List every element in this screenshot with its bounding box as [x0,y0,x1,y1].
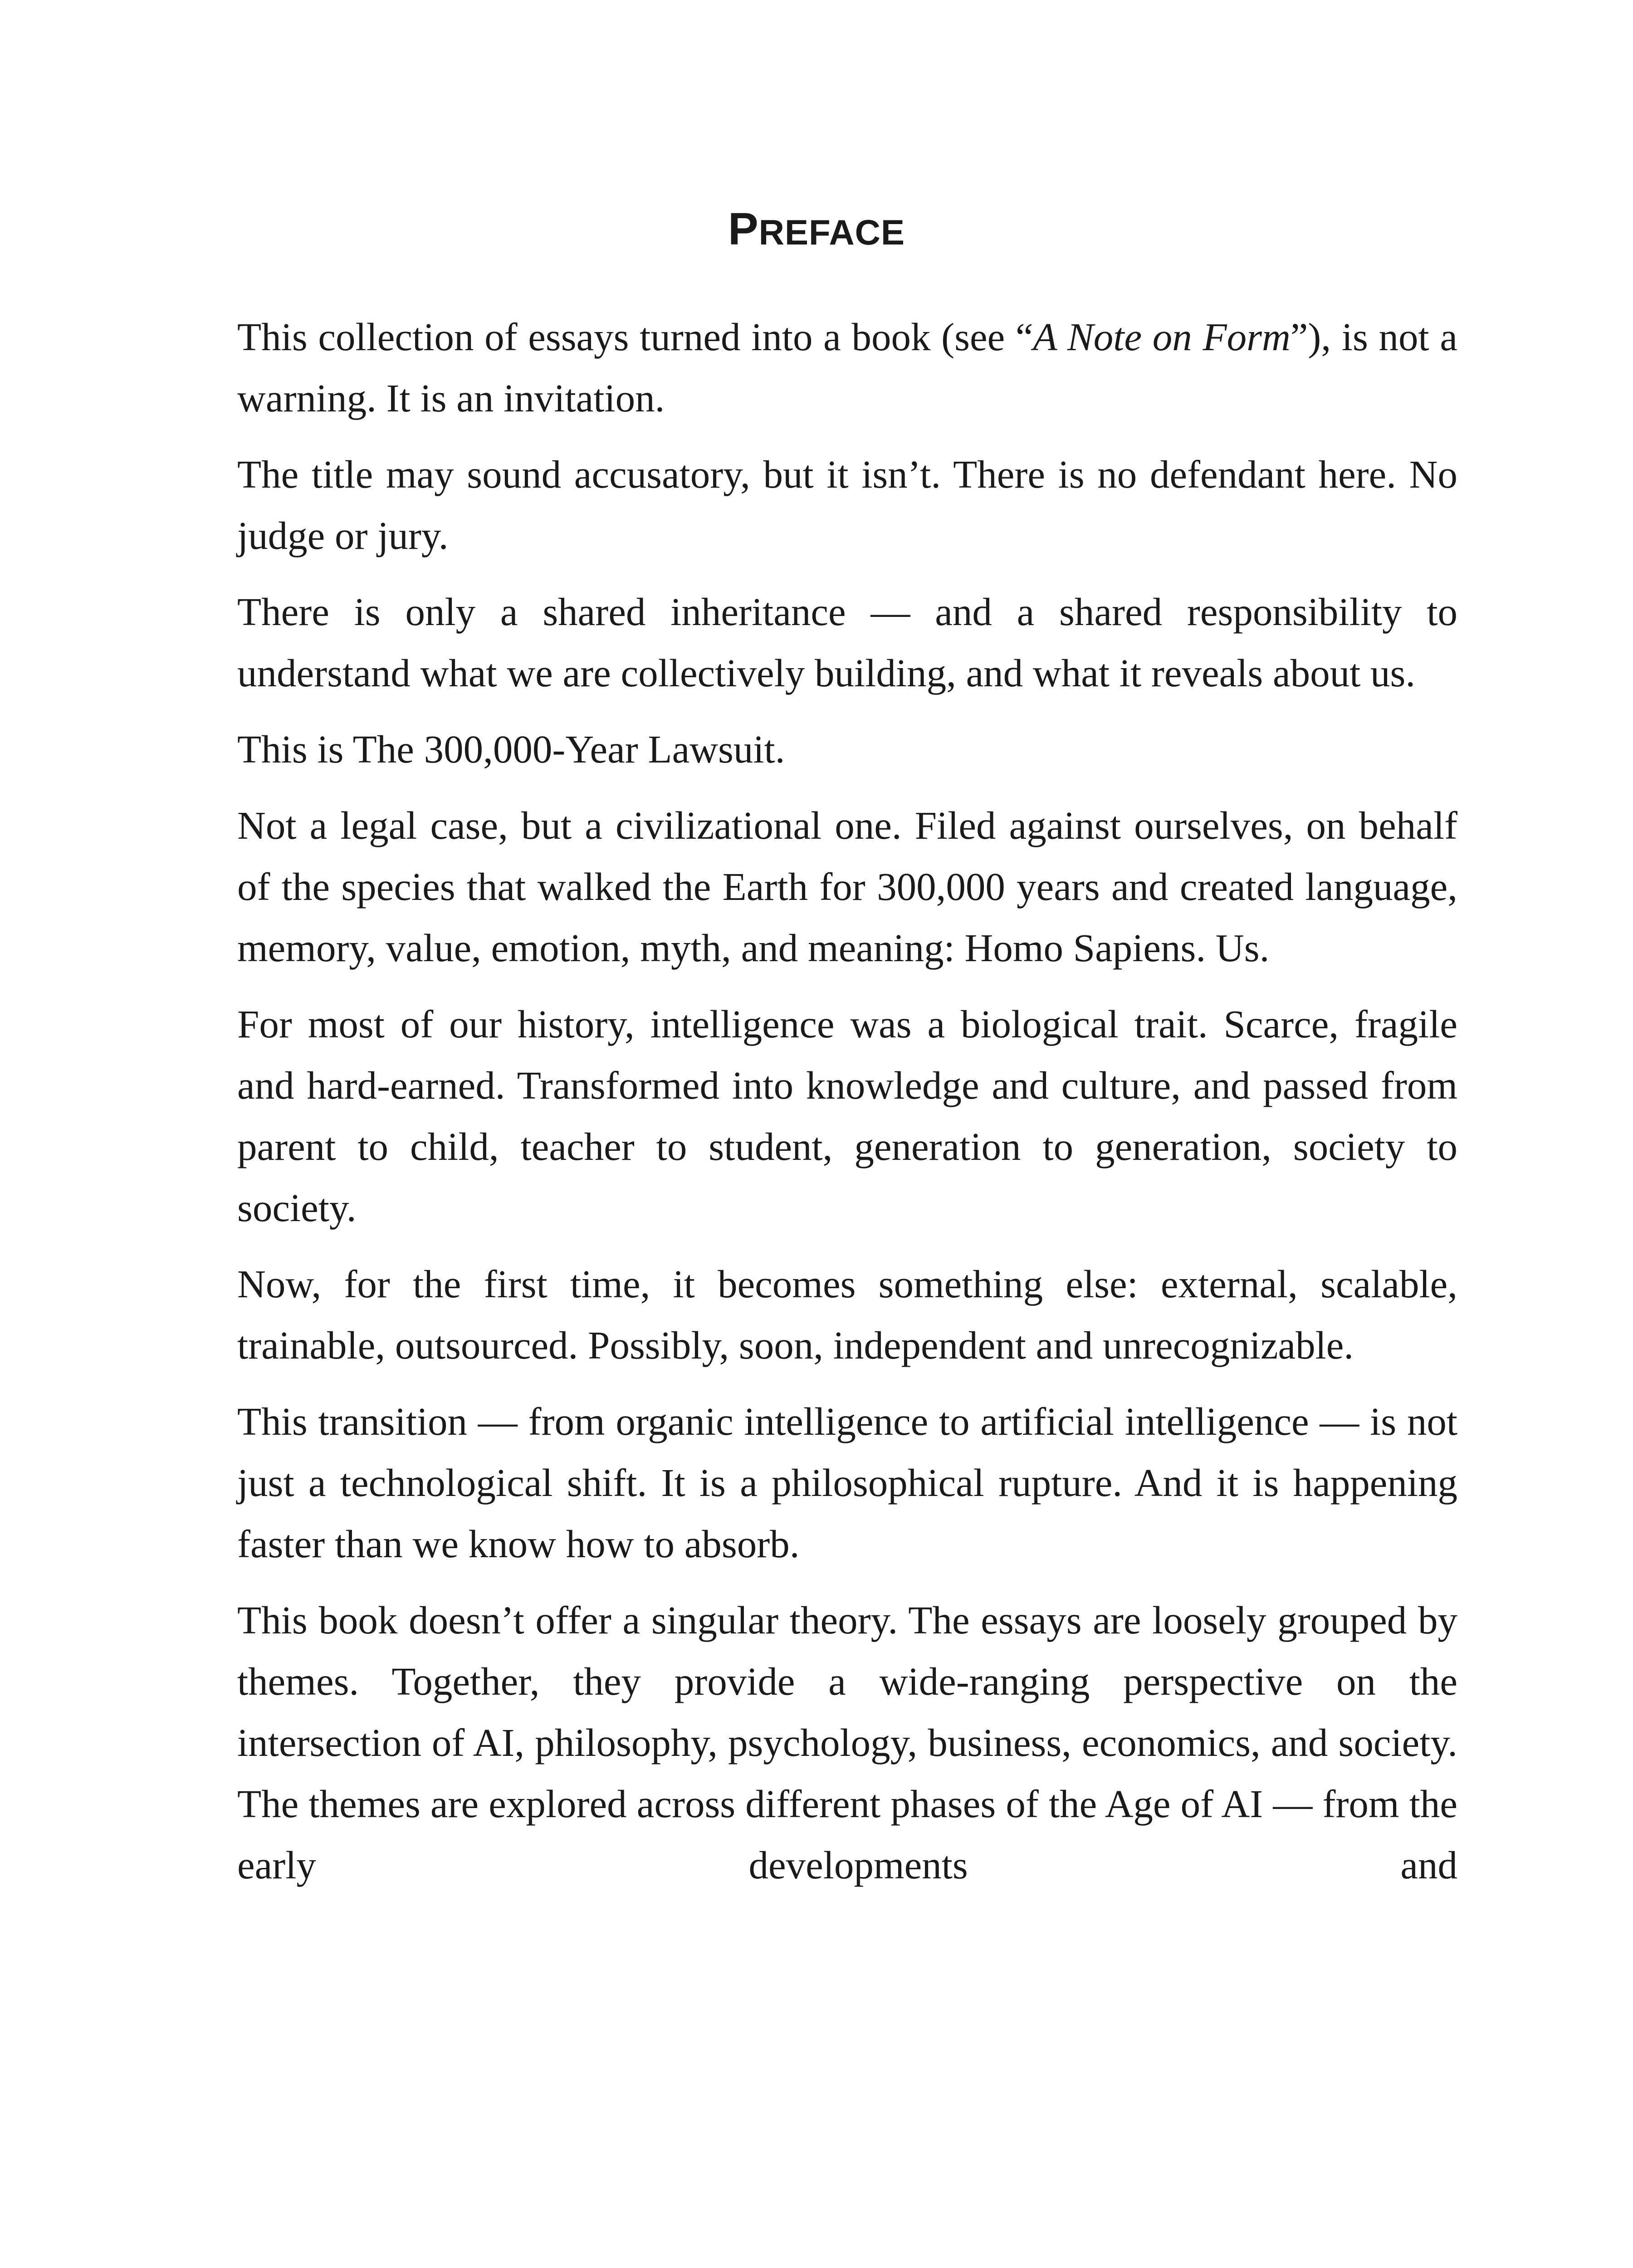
paragraph-2: The title may sound accusatory, but it isn’t. There is no defendant here. No judge or jury. [237,452,1457,557]
paragraph-9: This book doesn’t offer a singular theory. The essays are loosely grouped by themes. Together, they provide a wide-ranging perspective on the intersection of AI, philosophy, psychology, business, economics, and society. The themes are explored across different phases of the Age of AI — from the early developments and [237,1598,1457,1887]
paragraph-5: Not a legal case, but a civilizational one. Filed against ourselves, on behalf of the species that walked the Earth for 300,000 years and created language, memory, value, emotion, myth, and meaning: Homo Sapiens. Us. [237,803,1457,970]
paragraph-4: This is The 300,000-Year Lawsuit. [237,727,785,771]
paragraph-6: For most of our history, intelligence was a biological trait. Scarce, fragile and hard-earned. Transformed into knowledge and culture, and passed from parent to child, teacher to student, generation to generation, society to society. [237,1002,1457,1230]
italic-title: A Note on Form [1033,315,1291,359]
heading-initial: P [728,204,759,254]
paragraph-3: There is only a shared inheritance — and a shared responsibility to understand what we are collectively building, and what it reveals about us. [237,590,1457,695]
paragraph-1-text-before: This collection of essays turned into a book (see “ [237,315,1033,359]
paragraph-8: This transition — from organic intelligence to artificial intelligence — is not just a technological shift. It is a philosophical rupture. And it is happening faster than we know how to absorb. [237,1399,1457,1566]
heading-small-caps: REFACE [758,212,905,252]
paragraph-1 [237,306,1457,429]
body-text [237,306,1457,1911]
paragraph-7: Now, for the first time, it becomes something else: external, scalable, trainable, outsourced. Possibly, soon, independent and unrecognizable. [237,1262,1457,1367]
paragraph-1-text-after: ”), is not a warning. It is an invitation. [237,315,1457,420]
chapter-heading [0,206,1633,252]
